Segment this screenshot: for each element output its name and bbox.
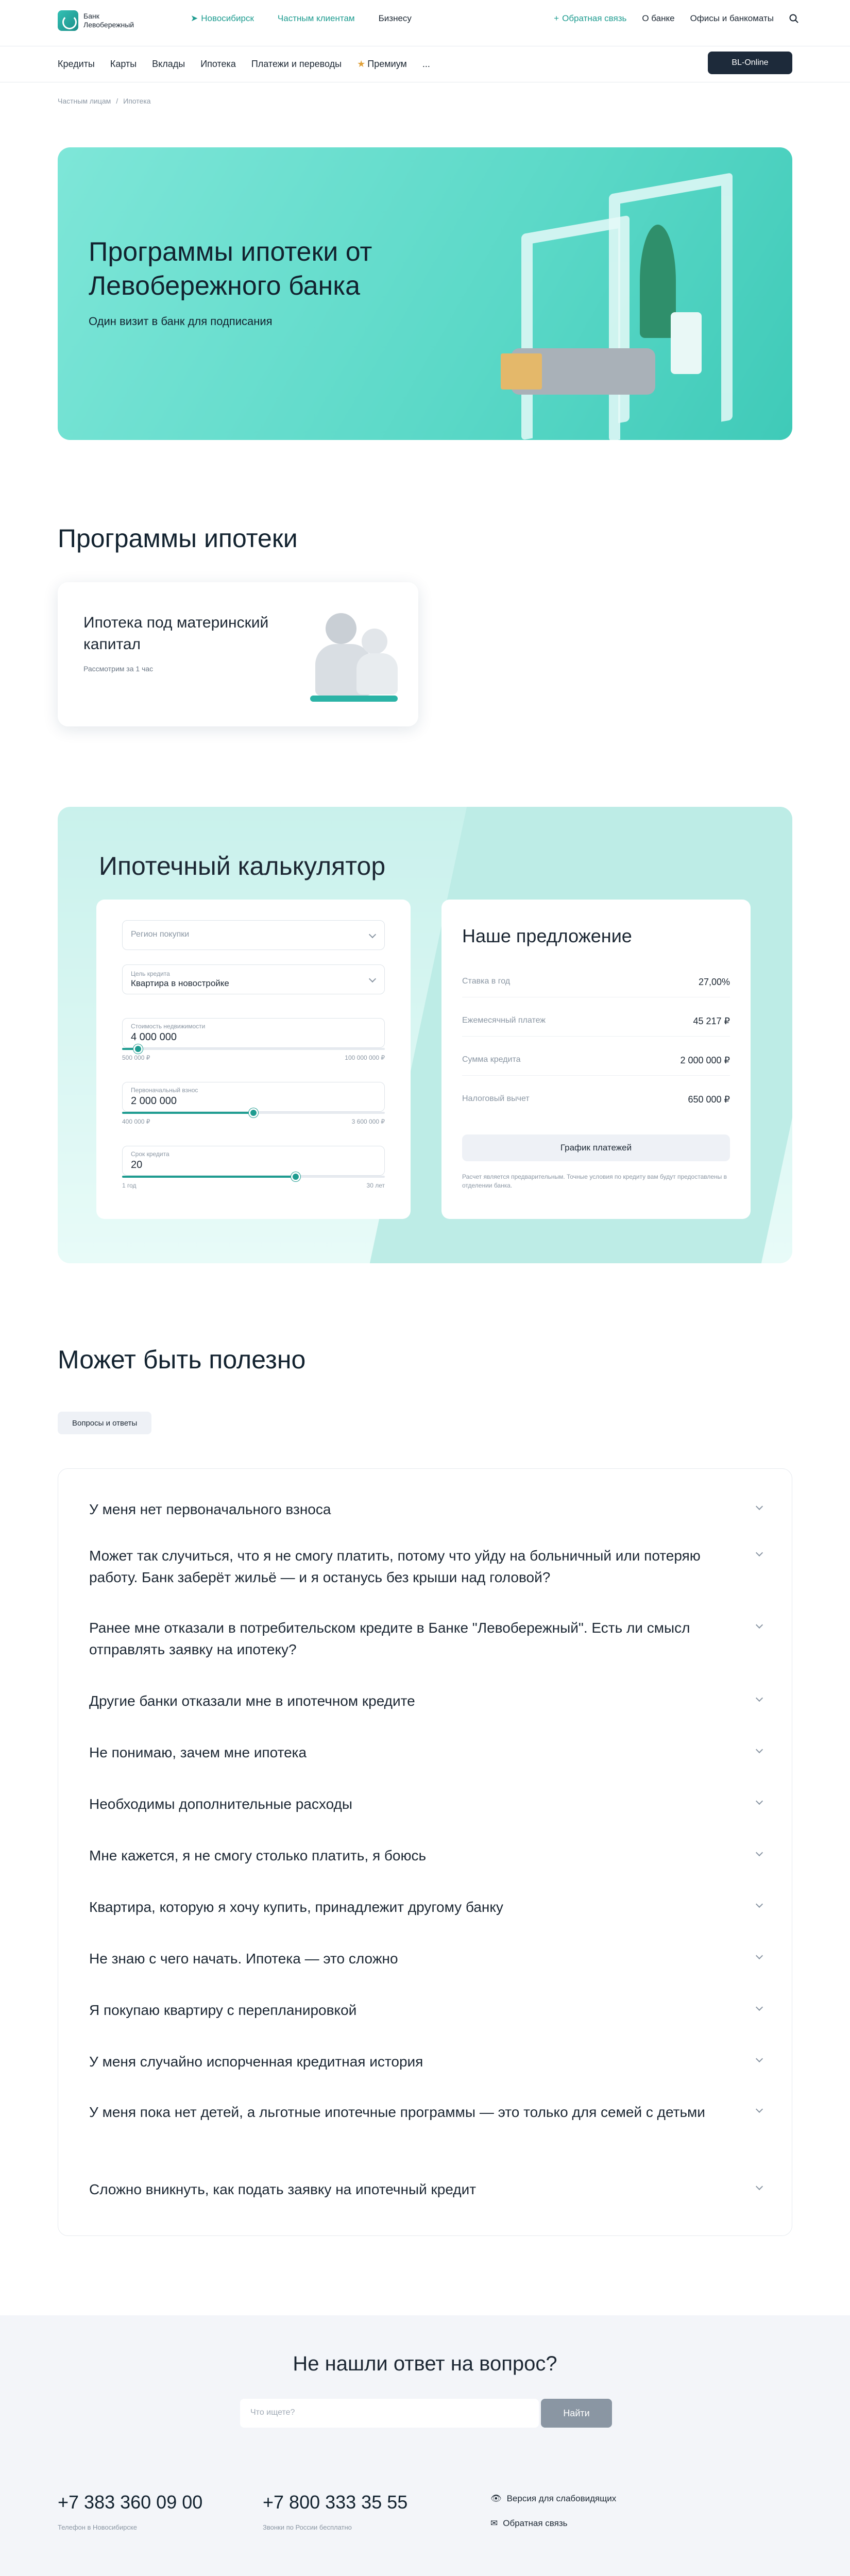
accessible-version-link[interactable] <box>490 2494 616 2504</box>
city-label: Новосибирск <box>201 13 254 23</box>
about-link[interactable]: О банке <box>642 13 675 23</box>
chevron-down-icon <box>756 1621 763 1629</box>
down-payment-bounds <box>122 1118 385 1125</box>
faq-item[interactable] <box>89 1742 762 1764</box>
programs-title: Программы ипотеки <box>58 524 298 553</box>
program-card-meta: Рассмотрим за 1 час <box>83 665 154 673</box>
chevron-down-icon <box>756 1952 763 1959</box>
region-select[interactable] <box>122 920 385 950</box>
offer-title: Наше предложение <box>462 925 632 946</box>
chevron-down-icon <box>756 1849 763 1856</box>
schedule-button[interactable]: График платежей <box>462 1134 730 1161</box>
term-slider-handle[interactable] <box>291 1172 300 1181</box>
goal-value: Квартира в новостройке <box>131 978 229 988</box>
price-max: 100 000 000 ₽ <box>345 1054 385 1061</box>
calculator-form <box>96 900 411 1219</box>
offer-tax-label: Налоговый вычет <box>462 1094 530 1103</box>
offer-panel <box>441 900 751 1219</box>
logo-icon <box>58 10 78 31</box>
faq-question: Может так случиться, что я не смогу платить, потому что уйду на больничный или потеряю работу. Банк заберёт жильё — и я останусь без крыши над головой? <box>89 1548 701 1585</box>
chevron-down-icon <box>756 1746 763 1753</box>
breadcrumb <box>58 97 151 105</box>
hero-subtitle: Один визит в банк для подписания <box>89 315 273 328</box>
down-payment-field[interactable] <box>122 1082 385 1112</box>
online-button[interactable]: BL-Online <box>708 52 792 74</box>
faq-item[interactable] <box>89 1545 762 1588</box>
faq-title: Может быть полезно <box>58 1345 306 1374</box>
offer-row-tax <box>462 1094 730 1114</box>
down-payment-slider[interactable] <box>122 1112 385 1114</box>
mail-icon: ✉ <box>490 2518 498 2528</box>
chevron-down-icon <box>756 1901 763 1908</box>
faq-question: Не знаю с чего начать. Ипотека — это сложно <box>89 1951 398 1967</box>
faq-item[interactable] <box>89 2179 762 2200</box>
nav-payments[interactable]: Платежи и переводы <box>251 59 342 69</box>
chevron-down-icon <box>756 1549 763 1556</box>
offer-amount-value: 2 000 000 ₽ <box>680 1055 730 1065</box>
faq-question: Мне кажется, я не смогу столько платить, я боюсь <box>89 1848 427 1863</box>
tab-business[interactable]: Бизнесу <box>378 13 412 23</box>
nav-premium-label: Премиум <box>367 59 407 69</box>
logo[interactable] <box>58 10 140 31</box>
faq-item[interactable] <box>89 1948 762 1970</box>
faq-item[interactable] <box>89 1793 762 1815</box>
tab-private[interactable]: Частным клиентам <box>277 13 355 23</box>
nav-cards[interactable]: Карты <box>110 59 137 69</box>
offer-rate-value: 27,00% <box>698 977 730 987</box>
faq-question: Ранее мне отказали в потребительском кредите в Банке "Левобережный". Есть ли смысл отправлять заявку на ипотеку? <box>89 1620 690 1657</box>
feedback-label: Обратная связь <box>503 2518 568 2528</box>
top-right <box>554 13 798 24</box>
faq-question: Я покупаю квартиру с перепланировкой <box>89 2002 357 2018</box>
offer-row-payment <box>462 1016 730 1037</box>
top-nav <box>191 13 412 24</box>
faq-item[interactable] <box>89 1690 762 1712</box>
down-payment-value: 2 000 000 <box>131 1095 177 1107</box>
phone-main[interactable]: +7 383 360 09 00 <box>58 2492 203 2513</box>
hero-banner <box>58 147 792 440</box>
down-payment-min: 400 000 ₽ <box>122 1118 150 1125</box>
down-payment-slider-handle[interactable] <box>249 1108 258 1117</box>
term-slider-fill <box>122 1176 296 1178</box>
faq-item[interactable] <box>89 2051 762 2073</box>
offer-row-amount <box>462 1055 730 1076</box>
price-value: 4 000 000 <box>131 1031 177 1043</box>
goal-select[interactable] <box>122 964 385 994</box>
program-card-title: Ипотека под материнский капитал <box>83 614 269 653</box>
top-bar <box>0 0 850 46</box>
offer-payment-value: 45 217 ₽ <box>693 1016 730 1026</box>
price-min: 500 000 ₽ <box>122 1054 150 1061</box>
offer-tax-value: 650 000 ₽ <box>688 1094 730 1105</box>
term-min: 1 год <box>122 1182 137 1189</box>
down-payment-max: 3 600 000 ₽ <box>351 1118 385 1125</box>
faq-question: Квартира, которую я хочу купить, принадлежит другому банку <box>89 1899 503 1915</box>
term-value: 20 <box>131 1159 143 1171</box>
star-icon: ★ <box>357 59 366 69</box>
family-illustration <box>305 603 403 706</box>
plus-icon: + <box>554 13 559 23</box>
nav-premium[interactable] <box>357 59 407 70</box>
phone-free-caption: Звонки по России бесплатно <box>263 2523 352 2531</box>
region-placeholder: Регион покупки <box>131 930 190 939</box>
nav-mortgage[interactable]: Ипотека <box>200 59 236 69</box>
breadcrumb-sep: / <box>116 97 118 105</box>
term-max: 30 лет <box>366 1182 385 1189</box>
breadcrumb-mortgage: Ипотека <box>123 97 151 105</box>
faq-item[interactable] <box>89 1499 762 1520</box>
price-label: Стоимость недвижимости <box>131 1023 206 1030</box>
faq-question: Не понимаю, зачем мне ипотека <box>89 1744 307 1760</box>
chevron-down-icon <box>756 2055 763 2062</box>
down-payment-slider-fill <box>122 1112 253 1114</box>
program-card[interactable] <box>58 582 418 726</box>
term-label: Срок кредита <box>131 1150 169 1158</box>
term-field[interactable] <box>122 1146 385 1176</box>
faq-chip[interactable]: Вопросы и ответы <box>58 1412 151 1434</box>
nav-credits[interactable]: Кредиты <box>58 59 95 69</box>
offer-amount-label: Сумма кредита <box>462 1055 521 1064</box>
nav-deposits[interactable]: Вклады <box>152 59 185 69</box>
mortgage-calculator <box>58 807 792 1263</box>
location-icon: ➤ <box>191 13 198 23</box>
offer-payment-label: Ежемесячный платеж <box>462 1016 546 1025</box>
price-slider-handle[interactable] <box>133 1044 143 1054</box>
offer-rate-label: Ставка в год <box>462 977 511 986</box>
faq-question: У меня случайно испорченная кредитная история <box>89 2054 423 2070</box>
phone-free[interactable]: +7 800 333 35 55 <box>263 2492 408 2513</box>
price-bounds <box>122 1054 385 1061</box>
chevron-down-icon <box>756 1503 763 1510</box>
eye-icon: 👁 <box>490 2494 502 2503</box>
feedback-link[interactable] <box>490 2518 568 2529</box>
offer-disclaimer: Расчет является предварительным. Точные условия по кредиту вам будут предоставлены в отделении банка. <box>462 1173 727 1189</box>
faq-item[interactable] <box>89 2102 762 2123</box>
chevron-down-icon <box>756 1798 763 1805</box>
breadcrumb-private[interactable]: Частным лицам <box>58 97 111 105</box>
city-selector[interactable] <box>191 13 254 24</box>
faq-question: У меня пока нет детей, а льготные ипотечные программы — это только для семей с детьми <box>89 2104 705 2120</box>
accessible-label: Версия для слабовидящих <box>506 2494 617 2503</box>
faq-item[interactable] <box>89 1617 762 1660</box>
hero-title: Программы ипотеки от Левобережного банка <box>89 237 372 301</box>
chevron-down-icon <box>756 2183 763 2190</box>
chevron-down-icon <box>756 2106 763 2113</box>
chevron-down-icon <box>756 2004 763 2011</box>
offices-link[interactable]: Офисы и банкоматы <box>690 13 774 23</box>
callback-link[interactable] <box>554 13 626 24</box>
price-slider[interactable] <box>122 1048 385 1050</box>
faq-question: Сложно вникнуть, как подать заявку на ипотечный кредит <box>89 2181 477 2197</box>
price-field[interactable] <box>122 1018 385 1048</box>
faq-question: Необходимы дополнительные расходы <box>89 1796 352 1812</box>
nav-more[interactable]: ... <box>422 59 430 69</box>
search-title: Не нашли ответ на вопрос? <box>293 2352 557 2375</box>
calculator-title: Ипотечный калькулятор <box>99 852 386 880</box>
faq-item[interactable] <box>89 1845 762 1867</box>
phone-main-caption: Телефон в Новосибирске <box>58 2523 137 2531</box>
down-payment-label: Первоначальный взнос <box>131 1087 198 1094</box>
faq-item[interactable] <box>89 1999 762 2021</box>
term-bounds <box>122 1182 385 1189</box>
goal-label: Цель кредита <box>131 970 170 977</box>
callback-label: Обратная связь <box>562 13 627 23</box>
faq-question: Другие банки отказали мне в ипотечном кредите <box>89 1693 415 1709</box>
search-button[interactable]: Найти <box>541 2399 612 2428</box>
chevron-down-icon <box>756 1694 763 1702</box>
faq-item[interactable] <box>89 1896 762 1918</box>
search-input[interactable]: Что ищете? <box>240 2399 539 2428</box>
search-icon[interactable] <box>789 14 798 23</box>
faq-question: У меня нет первоначального взноса <box>89 1501 331 1517</box>
term-slider[interactable] <box>122 1176 385 1178</box>
logo-text: Банк Левобережный <box>83 12 134 29</box>
faq-list <box>58 1468 792 2236</box>
offer-row-rate <box>462 977 730 997</box>
